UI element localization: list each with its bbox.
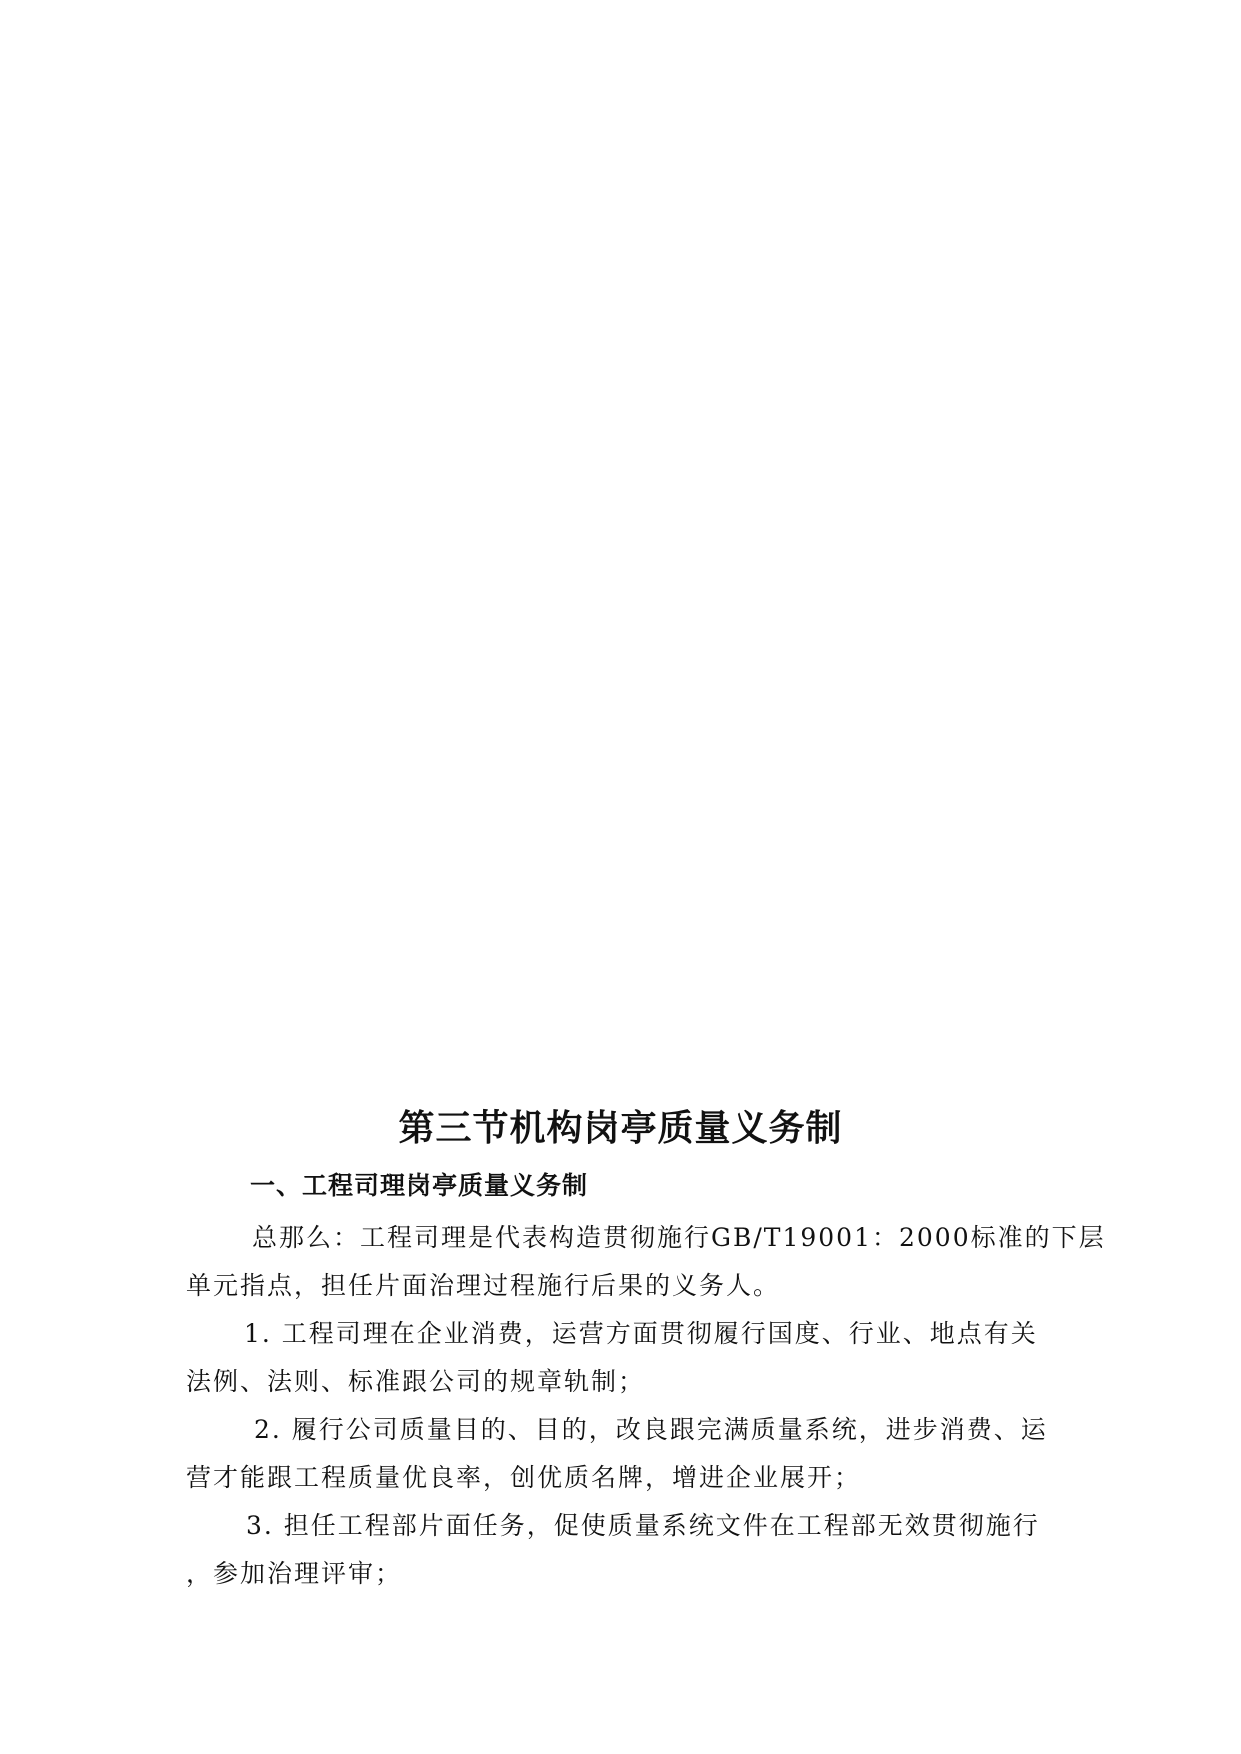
paragraph-line: ，参加治理评审； bbox=[186, 1559, 403, 1588]
section-heading: 一、工程司理岗亭质量义务制 bbox=[250, 1171, 589, 1200]
paragraph-item-2 bbox=[186, 1406, 1106, 1502]
paragraph-line: 2. 履行公司质量目的、目的，改良跟完满质量系统，进步消费、运 bbox=[254, 1415, 1048, 1444]
paragraph-line: 3. 担任工程部片面任务，促使质量系统文件在工程部无效贯彻施行 bbox=[246, 1511, 1040, 1540]
paragraph-line: 法例、法则、标准跟公司的规章轨制； bbox=[186, 1367, 646, 1396]
paragraph-item-3 bbox=[186, 1502, 1106, 1598]
paragraph-item-1 bbox=[186, 1310, 1106, 1406]
paragraph-line: 营才能跟工程质量优良率，创优质名牌，增进企业展开； bbox=[186, 1463, 862, 1492]
paragraph-line: 1. 工程司理在企业消费，运营方面贯彻履行国度、行业、地点有关 bbox=[244, 1319, 1038, 1348]
page-title: 第三节机构岗亭质量义务制 bbox=[398, 1107, 843, 1149]
paragraph-line: 单元指点，担任片面治理过程施行后果的义务人。 bbox=[186, 1271, 781, 1300]
paragraph-line: 总那么：工程司理是代表构造贯彻施行GB/T19001：2000标准的下层 bbox=[252, 1223, 1106, 1252]
paragraph-general bbox=[186, 1214, 1106, 1310]
